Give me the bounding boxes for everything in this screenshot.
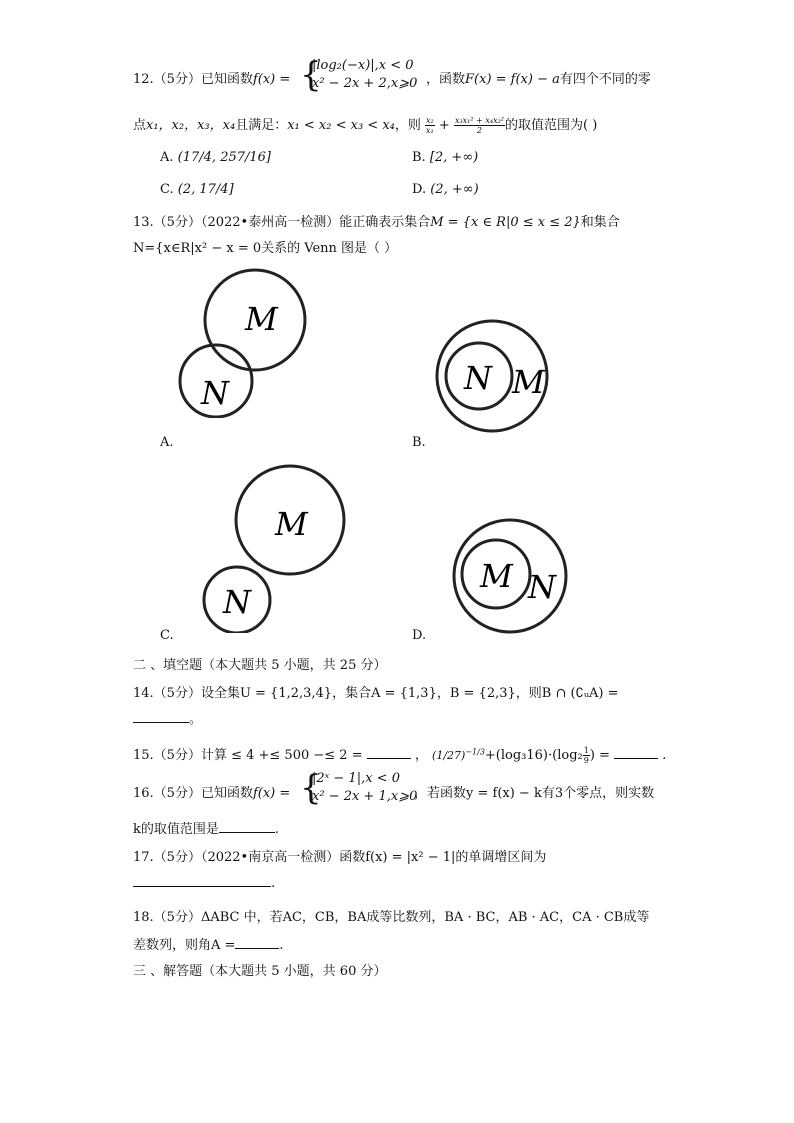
venn-c (195, 463, 355, 633)
q16-answer-blank[interactable] (219, 818, 275, 833)
venn-a-label-n: N (201, 374, 229, 412)
q12-prefix: 12.（5分）已知函数 (133, 72, 253, 87)
q12-tail: 有四个不同的零 (559, 72, 651, 87)
q17-answer-blank[interactable] (133, 872, 271, 887)
q13-option-d[interactable]: D. (412, 628, 427, 643)
q15-answer-blank-2[interactable] (614, 744, 658, 759)
q12-option-c[interactable]: C. (2, 17/4] (160, 182, 234, 197)
q15-power-term: $(1/27)^{-1/3}$ (432, 747, 485, 762)
venn-d (446, 516, 576, 636)
q12-option-b[interactable]: B. [2, +∞) (412, 150, 479, 165)
q12-plus: + (438, 118, 450, 133)
q12-option-d[interactable]: D. (2, +∞) (412, 182, 479, 197)
q14-line2: 。 (133, 708, 202, 727)
q16-brace: { (300, 768, 322, 808)
venn-a-label-m: M (245, 300, 278, 338)
q14-answer-blank[interactable] (133, 708, 189, 723)
q12-piece1: |log₂(−x)|,x < 0 (312, 58, 414, 73)
q12-line2e: ，则 (394, 118, 421, 133)
q16-line1: 16.（5分）已知函数f(x) = (133, 786, 291, 801)
q18-answer-blank[interactable] (235, 934, 279, 949)
q13-option-a[interactable]: A. (160, 435, 174, 450)
q12-line2a: 点 (133, 118, 147, 133)
q15-line: 15.（5分）计算 ≤ 4 +≤ 500 −≤ 2 = ， $(1/27)^{-1/3}+(\log_316)\cdot(\log_2$ $\frac{1}{9}$ ) = . (133, 746, 667, 765)
q13-line1: 13.（5分）（2022•泰州高一检测）能正确表示集合M = {x ∈ R|0 ≤ x ≤ 2}和集合 (133, 215, 620, 230)
q13-option-c[interactable]: C. (160, 628, 174, 643)
q12-option-a[interactable]: A. (17/4, 257/16] (160, 150, 272, 165)
q12-line1-rest (426, 68, 651, 87)
q14-line1: 14.（5分）设全集U = {1,2,3,4}，集合A = {1,3}，B = {2,3}，则B ∩ (∁ᵤA) = (133, 686, 619, 701)
q13-line2: N={x∈R|x² − x = 0关系的 Venn 图是（ ） (133, 241, 398, 256)
q17-line1: 17.（5分）（2022•南京高一检测）函数f(x) = |x² − 1|的单调增区间为 (133, 850, 547, 865)
q12-mid: ，函数 (426, 72, 466, 87)
section-2-heading: 二 、填空题（本大题共 5 小题，共 25 分） (133, 658, 387, 673)
q15-answer-blank-1[interactable] (367, 744, 411, 759)
q16-piece2: x² − 2x + 1,x⩾0 (312, 789, 418, 804)
q17-line2: . (133, 872, 275, 891)
q12-line2 (133, 114, 597, 135)
venn-d-label-n: N (528, 568, 556, 606)
venn-c-label-n: N (223, 583, 251, 621)
q12-fx: f(x) = (252, 72, 291, 87)
q18-line2: 差数列，则角A = . (133, 934, 284, 953)
venn-b-label-m: M (512, 363, 545, 401)
q12-line2f: 的取值范围为( ) (505, 118, 598, 133)
venn-c-label-m: M (275, 505, 308, 543)
section-3-heading: 三 、解答题（本大题共 5 小题，共 60 分） (133, 964, 387, 979)
q15-frac: $\frac{1}{9}$ (583, 746, 589, 765)
q12-piece2: x² − 2x + 2,x⩾0 (312, 76, 418, 91)
q13-option-b[interactable]: B. (412, 435, 426, 450)
q12-line1 (133, 68, 290, 87)
q12-ineq: x₁ < x₂ < x₃ < x₄ (287, 118, 395, 133)
q16-piece1: |2ˣ − 1|,x < 0 (312, 771, 400, 786)
q12-Fx: F(x) = f(x) − a (465, 72, 560, 87)
q16-line2: k的取值范围是 . (133, 818, 279, 837)
q18-line1: 18.（5分）ΔABC 中，若AC，CB，BA成等比数列，BA · BC，AB · AC，CA · CB成等 (133, 910, 650, 925)
venn-d-label-m: M (480, 557, 513, 595)
venn-b (432, 318, 562, 438)
venn-a (175, 268, 325, 418)
q16-line1-rest: ，若函数y = f(x) − k有3个零点，则实数 (414, 786, 655, 801)
q12-frac1: $\frac{\text{x₂}}{\text{x₁}}$ (426, 116, 434, 135)
venn-b-label-n: N (464, 359, 492, 397)
q12-brace: { (300, 55, 322, 95)
q12-frac2: $\frac{\text{x₃x₁² + x₄x₂²}}{2}$ (454, 116, 505, 135)
q12-line2c: 且满足： (235, 118, 288, 133)
q12-vars: x₁，x₂，x₃，x₄ (146, 118, 236, 133)
